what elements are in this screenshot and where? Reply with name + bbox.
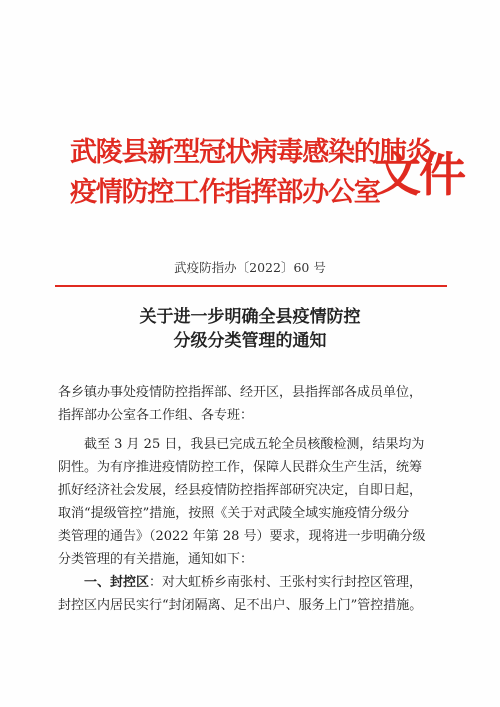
salutation (58, 381, 448, 427)
paragraph-1-line-4: 取消“提级管控”措施，按照《关于对武陵全域实施疫情分级分 (58, 506, 410, 521)
item-1-line-1 (58, 571, 448, 594)
paragraph-1-line-3: 抓好经济社会发展，经县疫情防控指挥部研究决定，自即日起， (58, 483, 423, 498)
paragraph-1-line-5: 类管理的通告》（2022 年第 28 号）要求，现将进一步明确分级 (58, 529, 426, 544)
masthead-line-2: 疫情防控工作指挥部办公室 (70, 177, 380, 208)
notice-title (0, 305, 500, 353)
masthead-line-1: 武陵县新型冠状病毒感染的肺炎 (70, 137, 432, 168)
salutation-line-2: 指挥部办公室各工作组、各专班： (58, 408, 254, 423)
document-number: 武疫防指办〔2022〕60 号 (174, 260, 326, 275)
paragraph-1-line-6: 分类管理的有关措施，通知如下： (58, 552, 254, 567)
notice-title-line-2: 分级分类管理的通知 (173, 331, 327, 351)
item-1-lead: 一、封控区 (84, 575, 150, 590)
item-1-line-2: 封控区内居民实行“封闭隔离、足不出户、服务上门”管控措施。 (58, 598, 423, 613)
paragraph-1 (58, 433, 448, 617)
red-divider-line (55, 285, 447, 287)
paragraph-1-line-1: 截至 3 月 25 日，我县已完成五轮全员核酸检测，结果均为 (84, 437, 425, 452)
notice-title-line-1: 关于进一步明确全县疫情防控 (139, 307, 361, 327)
salutation-line-1: 各乡镇办事处疫情防控指挥部、经开区，县指挥部各成员单位， (58, 385, 423, 400)
masthead-document-word: 文件 (374, 148, 464, 203)
paragraph-1-line-2: 阴性。为有序推进疫情防控工作，保障人民群众生产生活，统筹 (58, 460, 423, 475)
item-1-line-1-text: ：对大虹桥乡南张村、王张村实行封控区管理， (149, 575, 423, 590)
